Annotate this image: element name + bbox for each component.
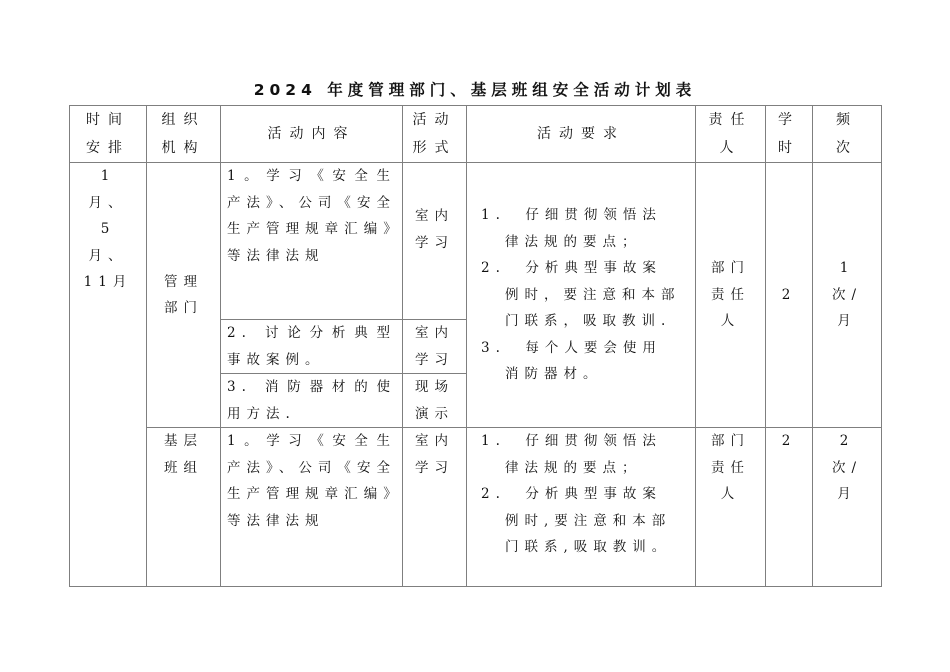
mgmt-form-3: 现场演示 xyxy=(403,374,467,428)
page-title: 2024 年度管理部门、基层班组安全活动计划表 xyxy=(253,81,697,99)
mgmt-form-1: 室内学习 xyxy=(403,163,467,320)
header-requirement: 活动要求 xyxy=(467,106,696,163)
mgmt-responsible: 部门责任人 xyxy=(696,163,766,428)
header-form: 活动 形式 xyxy=(403,106,467,163)
table-row xyxy=(70,163,882,320)
mgmt-requirements xyxy=(467,163,696,428)
mgmt-content-2: 2. 讨论分析典型事故案例。 xyxy=(221,320,403,374)
team-org-cell: 基层班组 xyxy=(147,428,221,587)
team-form-1: 室内学习 xyxy=(403,428,467,587)
mgmt-org-cell: 管理部门 xyxy=(147,163,221,428)
list-item: 1. 仔细贯彻领悟法律法规的要点； xyxy=(481,433,662,476)
mgmt-form-2: 室内学习 xyxy=(403,320,467,374)
mgmt-hours: 2 xyxy=(766,163,813,428)
team-frequency: 2次/月 xyxy=(813,428,882,587)
time-cell: 1月、5月、11月 xyxy=(70,163,147,587)
header-frequency: 频 次 xyxy=(813,106,882,163)
mgmt-content-3: 3. 消防器材的使用方法. xyxy=(221,374,403,428)
team-hours: 2 xyxy=(766,428,813,587)
team-requirements xyxy=(467,428,696,587)
mgmt-frequency: 1次/月 xyxy=(813,163,882,428)
header-responsible: 责任 人 xyxy=(696,106,766,163)
safety-plan-table xyxy=(69,105,882,587)
list-item: 3. 每个人要会使用消防器材。 xyxy=(481,339,662,383)
header-time: 时间 安排 xyxy=(70,106,147,163)
list-item: 1. 仔细贯彻领悟法律法规的要点； xyxy=(481,207,662,250)
header-hours: 学 时 xyxy=(766,106,813,163)
list-item: 2. 分析典型事故案例时，要注意和本部门联系，吸取教训. xyxy=(481,260,681,330)
team-responsible: 部门责任人 xyxy=(696,428,766,587)
header-row xyxy=(70,106,882,163)
mgmt-content-1: 1。学习《安全生产法》、公司《安全生产管理规章汇编》等法律法规 xyxy=(221,163,403,320)
table-row xyxy=(70,428,882,587)
header-content: 活动内容 xyxy=(221,106,403,163)
header-org: 组织 机构 xyxy=(147,106,221,163)
team-content-1: 1。学习《安全生产法》、公司《安全生产管理规章汇编》等法律法规 xyxy=(221,428,403,587)
list-item: 2. 分析典型事故案例时,要注意和本部门联系,吸取教训。 xyxy=(481,486,672,555)
